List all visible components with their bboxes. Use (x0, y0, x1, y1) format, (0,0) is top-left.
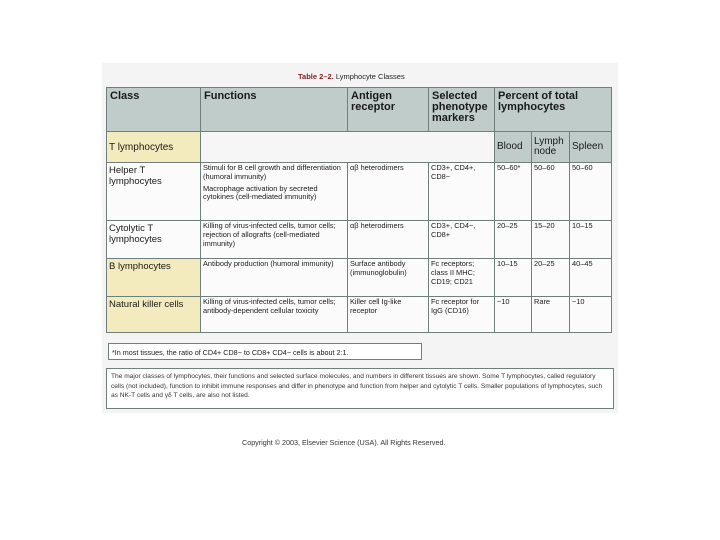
subheader-spleen: Spleen (570, 132, 612, 163)
lymph-node-cell: Rare (532, 297, 570, 333)
markers-cell: CD3+, CD4−, CD8+ (429, 221, 495, 259)
spleen-cell: 50–60 (570, 163, 612, 221)
blood-cell: 10–15 (495, 259, 532, 297)
table-caption-title: Lymphocyte Classes (335, 72, 405, 81)
lymphocyte-table (106, 87, 612, 333)
receptor-cell: αβ heterodimers (348, 163, 429, 221)
functions-cell (201, 221, 348, 259)
functions-cell (201, 297, 348, 333)
subheader-lymph-node: Lymph node (532, 132, 570, 163)
spleen-cell: ~10 (570, 297, 612, 333)
function-text: Stimuli for B cell growth and differentiation (humoral immunity) (203, 163, 341, 181)
table-caption (298, 72, 405, 81)
header-functions: Functions (201, 88, 348, 132)
receptor-cell: Killer cell Ig-like receptor (348, 297, 429, 333)
subheader-blank (201, 132, 495, 163)
table-description: The major classes of lymphocytes, their functions and selected surface molecules, and numbers in different tissues are shown. Some T lymphocytes, called regulatory cells (not included), function to inhibit immune responses and differ in phenotype and function from helper and cytolytic T cells. Smaller populations of lymphocytes, such as NK-T cells and γδ T cells, are also not listed. (106, 368, 614, 409)
header-class: Class (107, 88, 201, 132)
class-cell: B lymphocytes (107, 259, 201, 297)
class-cell: Helper T lymphocytes (107, 163, 201, 221)
copyright-notice: Copyright © 2003, Elsevier Science (USA). All Rights Reserved. (242, 438, 446, 447)
table-row (107, 221, 612, 259)
blood-cell: ~10 (495, 297, 532, 333)
header-markers: Selected phenotype markers (429, 88, 495, 132)
header-row (107, 88, 612, 132)
function-text: Killing of virus-infected cells, tumor cells; rejection of allografts (cell-mediated immunity) (203, 221, 336, 248)
function-text: Killing of virus-infected cells, tumor cells; antibody-dependent cellular toxicity (203, 297, 336, 315)
functions-cell (201, 163, 348, 221)
table-footnote: *In most tissues, the ratio of CD4+ CD8− to CD8+ CD4− cells is about 2:1. (108, 343, 422, 360)
function-text: Macrophage activation by secreted cytokines (cell-mediated immunity) (203, 183, 318, 202)
class-cell: Natural killer cells (107, 297, 201, 333)
subheader-t-lymphocytes: T lymphocytes (107, 132, 201, 163)
table-row (107, 297, 612, 333)
table-row (107, 259, 612, 297)
markers-cell: Fc receptors; class II MHC; CD19; CD21 (429, 259, 495, 297)
spleen-cell: 40–45 (570, 259, 612, 297)
markers-cell: CD3+, CD4+, CD8− (429, 163, 495, 221)
class-cell: Cytolytic T lymphocytes (107, 221, 201, 259)
markers-cell: Fc receptor for IgG (CD16) (429, 297, 495, 333)
table-row (107, 163, 612, 221)
subheader-row (107, 132, 612, 163)
table-caption-label: Table 2–2. (298, 72, 334, 81)
lymph-node-cell: 20–25 (532, 259, 570, 297)
receptor-cell: αβ heterodimers (348, 221, 429, 259)
header-percent: Percent of total lymphocytes (495, 88, 612, 132)
functions-cell (201, 259, 348, 297)
lymph-node-cell: 50–60 (532, 163, 570, 221)
function-text: Antibody production (humoral immunity) (203, 259, 334, 268)
lymph-node-cell: 15–20 (532, 221, 570, 259)
blood-cell: 20–25 (495, 221, 532, 259)
spleen-cell: 10–15 (570, 221, 612, 259)
receptor-cell: Surface antibody (immunoglobulin) (348, 259, 429, 297)
blood-cell: 50–60* (495, 163, 532, 221)
subheader-blood: Blood (495, 132, 532, 163)
header-antigen-receptor: Antigen receptor (348, 88, 429, 132)
